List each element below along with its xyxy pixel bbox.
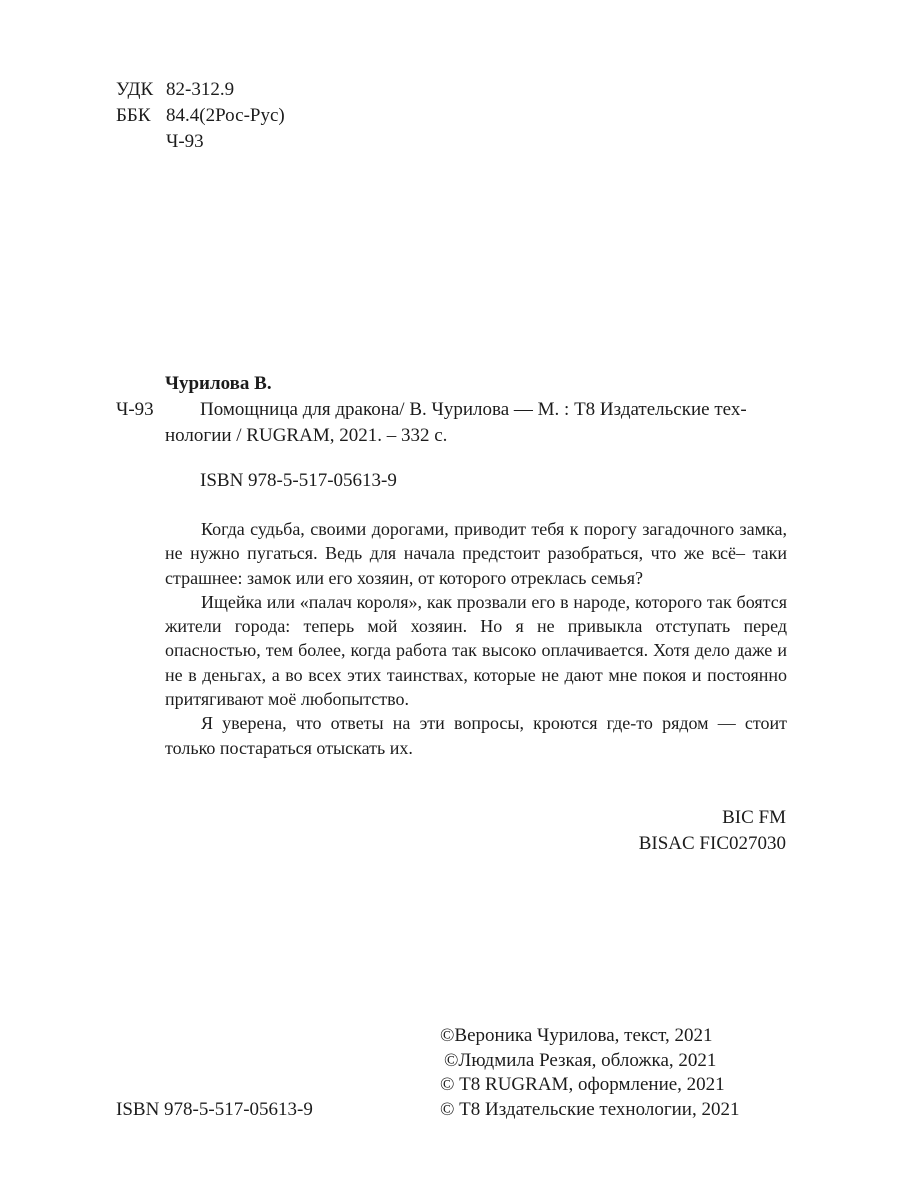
- udk-row: [116, 78, 234, 102]
- annotation-paragraph-3: Я уверена, что ответы на эти вопросы, кроются где-то рядом — стоит только постараться отыскать их.: [165, 713, 787, 758]
- annotation: [165, 517, 787, 760]
- biblio-line-2: нологии / RUGRAM, 2021. – 332 с.: [165, 425, 448, 446]
- bbk-row: [116, 104, 285, 128]
- copyright-publisher: © Т8 Издательские технологии, 2021: [440, 1099, 740, 1120]
- copyright-design: © Т8 RUGRAM, оформление, 2021: [440, 1074, 725, 1095]
- bbk-value: 84.4(2Рос-Рус): [166, 105, 285, 126]
- copyright-cover: ©Людмила Резкая, обложка, 2021: [444, 1050, 717, 1071]
- author-mark: Ч-93: [166, 131, 204, 152]
- author-mark-row: [116, 130, 204, 154]
- author-name: Чурилова В.: [165, 373, 272, 394]
- bisac-code: BISAC FIC027030: [638, 833, 786, 854]
- biblio-line-1: Помощница для дракона/ В. Чурилова — М. : Т8 Издательские тех-: [200, 399, 747, 420]
- annotation-paragraph-2: Ищейка или «палач короля», как прозвали его в народе, которого так боятся жители города: теперь мой хозяин. Но я не привыкла отступать перед опасностью, тем более, когда работа так высоко оплачивается. Хотя дело даже и не в деньгах, а во всех этих таинствах, которые не дают мне покоя и постоянно притягивают моё любопытство.: [165, 591, 787, 710]
- annotation-paragraph-1: Когда судьба, своими дорогами, приводит тебя к порогу загадочного замка, не нужно пугаться. Ведь для начала предстоит разобраться, что же всё– таки страшнее: замок или его хозяин, от которого отреклась семья?: [165, 519, 787, 588]
- copyright-text: ©Вероника Чурилова, текст, 2021: [440, 1025, 713, 1046]
- footer-isbn: ISBN 978-5-517-05613-9: [116, 1099, 313, 1120]
- bic-code: BIC FM: [722, 807, 786, 828]
- udk-label: УДК: [116, 79, 154, 100]
- biblio-isbn: ISBN 978-5-517-05613-9: [200, 470, 397, 491]
- udk-value: 82-312.9: [166, 79, 235, 100]
- bbk-label: ББК: [116, 105, 151, 126]
- biblio-mark: Ч-93: [116, 399, 154, 420]
